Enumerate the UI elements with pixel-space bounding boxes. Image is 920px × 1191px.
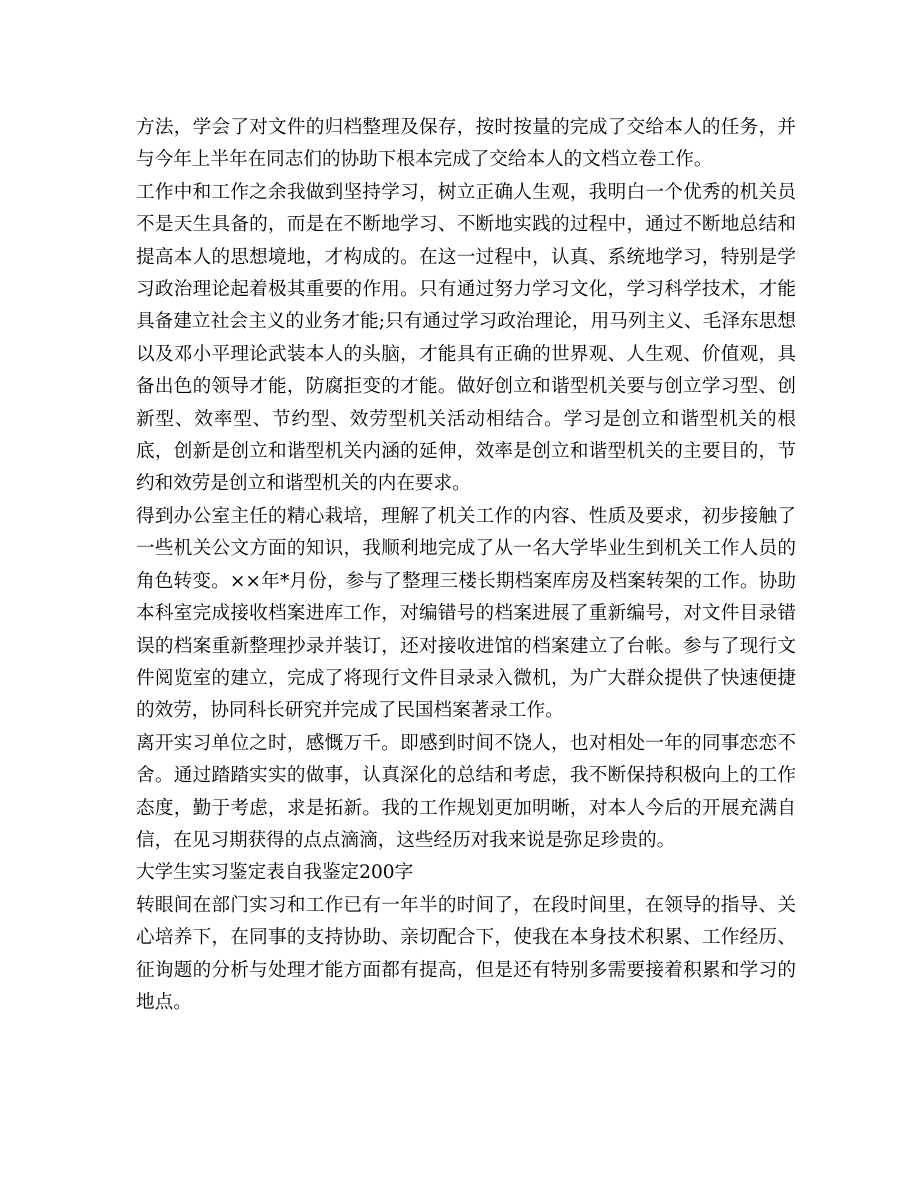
paragraph-office-work: 得到办公室主任的精心栽培，理解了机关工作的内容、性质及要求，初步接触了一些机关公文方面的知识，我顺利地完成了从一名大学毕业生到机关工作人员的角色转变。××年*月份，参与了整理三楼长期档案库房及档案转架的工作。协助本科室完成接收档案进库工作，对编错号的档案进展了重新编号，对文件目录错误的档案重新整理抄录并装订，还对接收进馆的档案建立了台帐。参与了现行文件阅览室的建立，完成了将现行文件目录录入微机，为广大群众提供了快速便捷的效劳，协同科长研究并完成了民国档案著录工作。 bbox=[136, 505, 796, 722]
paragraph-study: 工作中和工作之余我做到坚持学习，树立正确人生观，我明白一个优秀的机关员不是天生具备的，而是在不断地学习、不断地实践的过程中，通过不断地总结和提高本人的思想境地，才构成的。在这一过程中，认真、系统地学习，特别是学习政治理论起着极其重要的作用。只有通过努力学习文化，学习科学技术，才能具备建立社会主义的业务才能;只有通过学习政治理论，用马列主义、毛泽东思想以及邓小平理论武装本人的头脑，才能具有正确的世界观、人生观、价值观，具备出色的领导才能，防腐拒变的才能。做好创立和谐型机关要与创立学习型、创新型、效率型、节约型、效劳型机关活动相结合。学习是创立和谐型机关的根底，创新是创立和谐型机关内涵的延伸，效率是创立和谐型机关的主要目的，节约和效劳是创立和谐型机关的内在要求。 bbox=[136, 181, 796, 495]
paragraph-leaving: 离开实习单位之时，感慨万千。即感到时间不饶人，也对相处一年的同事恋恋不舍。通过踏踏实实的做事，认真深化的总结和考虑，我不断保持积极向上的工作态度，勤于考虑，求是拓新。我的工作规划更加明晰，对本人今后的开展充满自信，在见习期获得的点点滴滴，这些经历对我来说是弥足珍贵的。 bbox=[136, 732, 796, 851]
paragraph-final: 转眼间在部门实习和工作已有一年半的时间了，在段时间里，在领导的指导、关心培养下，在同事的支持协助、亲切配合下，使我在本身技术积累、工作经历、征询题的分析与处理才能方面都有提高，但是还有特别多需要接着积累和学习的地点。 bbox=[136, 894, 796, 1013]
paragraph-archiving: 方法，学会了对文件的归档整理及保存，按时按量的完成了交给本人的任务，并与今年上半年在同志们的协助下根本完成了交给本人的文档立卷工作。 bbox=[136, 117, 796, 171]
document-body bbox=[136, 112, 796, 1019]
section-heading: 大学生实习鉴定表自我鉴定200字 bbox=[136, 862, 414, 884]
